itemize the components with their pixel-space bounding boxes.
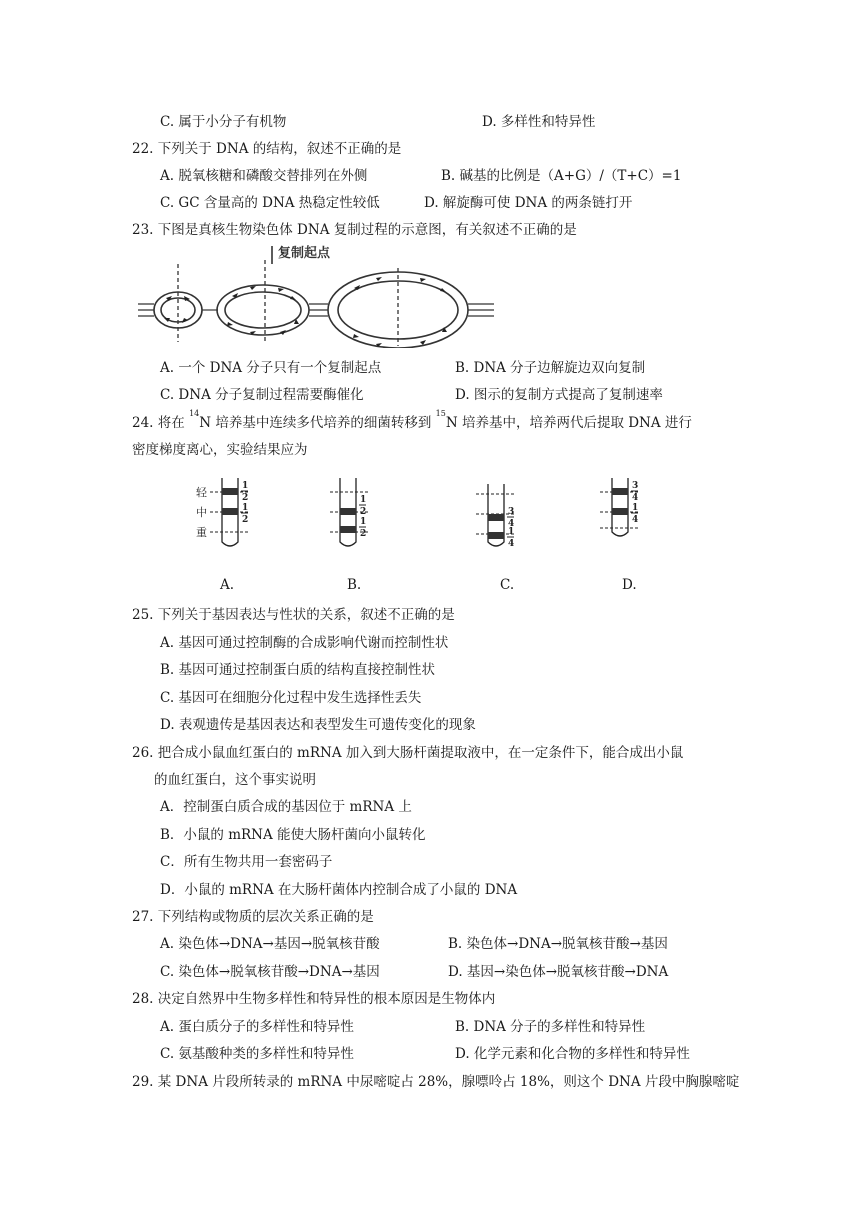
svg-text:1: 1 <box>360 495 367 505</box>
tube-b <box>330 478 368 546</box>
q25-option-d: D. 表观遗传是基因表达和表型发生可遗传变化的现象 <box>160 717 476 733</box>
q25-option-b: B. 基因可通过控制蛋白质的结构直接控制性状 <box>160 662 436 678</box>
q22-option-d: D. 解旋酶可使 DNA 的两条链打开 <box>424 195 633 211</box>
q26-option-d: D．小鼠的 mRNA 在大肠杆菌体内控制合成了小鼠的 DNA <box>160 882 518 898</box>
q21-option-c: C. 属于小分子有机物 <box>160 114 287 130</box>
q22-option-c: C. GC 含量高的 DNA 热稳定性较低 <box>160 195 380 211</box>
svg-text:1: 1 <box>242 503 249 513</box>
svg-text:1: 1 <box>360 517 367 527</box>
q23-option-b: B. DNA 分子边解旋边双向复制 <box>455 360 646 376</box>
svg-text:2: 2 <box>360 507 367 517</box>
q25-option-c: C. 基因可在细胞分化过程中发生选择性丢失 <box>160 690 422 706</box>
svg-text:1: 1 <box>242 481 249 491</box>
q25-stem: 25. 下列关于基因表达与性状的关系，叙述不正确的是 <box>132 607 455 623</box>
q26-stem: 26. 把合成小鼠血红蛋白的 mRNA 加入到大肠杆菌提取液中，在一定条件下，能合成出小鼠 <box>132 745 684 761</box>
tube-a <box>210 478 248 546</box>
q28-option-c: C. 氨基酸种类的多样性和特异性 <box>160 1046 354 1062</box>
tube-b-label: B. <box>347 577 362 593</box>
svg-text:4: 4 <box>508 519 515 529</box>
q27-option-d: D. 基因→染色体→脱氧核苷酸→DNA <box>448 964 669 980</box>
q23-option-c: C. DNA 分子复制过程需要酶催化 <box>160 387 364 403</box>
svg-text:3: 3 <box>508 507 515 517</box>
tube-a-label: A. <box>220 577 235 593</box>
q21-option-d: D. 多样性和特异性 <box>482 114 596 130</box>
light-band-label: 轻 <box>196 486 207 499</box>
svg-text:2: 2 <box>360 529 367 539</box>
q26-option-a: A．控制蛋白质合成的基因位于 mRNA 上 <box>160 799 412 815</box>
q22-stem: 22. 下列关于 DNA 的结构，叙述不正确的是 <box>132 141 402 157</box>
q24-stem: 24. 将在 $^{14}$N 培养基中连续多代培养的细菌转移到 $^{15}$N 培养基中，培养两代后提取 DNA 进行 <box>132 409 692 431</box>
q22-option-b: B. 碱基的比例是（A+G）/（T+C）=1 <box>441 168 682 184</box>
q23-option-d: D. 图示的复制方式提高了复制速率 <box>455 387 663 403</box>
q27-option-b: B. 染色体→DNA→脱氧核苷酸→基因 <box>448 936 668 952</box>
dna-replication-figure <box>132 238 512 348</box>
centrifuge-tubes-figure <box>190 472 650 552</box>
heavy-band-label: 重 <box>196 526 207 539</box>
q22-option-a: A. 脱氧核糖和磷酸交替排列在外侧 <box>160 168 368 184</box>
q26-option-c: C．所有生物共用一套密码子 <box>160 854 333 870</box>
replication-origin-label: 复制起点 <box>278 246 331 261</box>
tube-d-label: D. <box>622 577 637 593</box>
svg-text:2: 2 <box>242 493 249 503</box>
q27-option-a: A. 染色体→DNA→基因→脱氧核苷酸 <box>160 936 380 952</box>
tube-c <box>476 484 516 549</box>
svg-text:4: 4 <box>632 493 639 503</box>
svg-text:4: 4 <box>632 515 639 525</box>
q28-option-d: D. 化学元素和化合物的多样性和特异性 <box>455 1046 690 1062</box>
q26-option-b: B．小鼠的 mRNA 能使大肠杆菌向小鼠转化 <box>160 827 426 843</box>
middle-band-label: 中 <box>196 506 207 519</box>
svg-text:3: 3 <box>632 481 639 491</box>
svg-text:1: 1 <box>632 503 639 513</box>
q25-option-a: A. 基因可通过控制酶的合成影响代谢而控制性状 <box>160 635 449 651</box>
q27-option-c: C. 染色体→脱氧核苷酸→DNA→基因 <box>160 964 380 980</box>
q26-stem-line2: 的血红蛋白，这个事实说明 <box>154 772 316 788</box>
q24-stem-line2: 密度梯度离心，实验结果应为 <box>132 442 308 458</box>
q23-stem: 23. 下图是真核生物染色体 DNA 复制过程的示意图，有关叙述不正确的是 <box>132 222 577 238</box>
q29-stem: 29. 某 DNA 片段所转录的 mRNA 中尿嘧啶占 28%，腺嘌呤占 18%，则这个 DNA 片段中胸腺嘧啶 <box>132 1074 740 1090</box>
tube-d <box>600 478 640 536</box>
q28-option-a: A. 蛋白质分子的多样性和特异性 <box>160 1019 354 1035</box>
q27-stem: 27. 下列结构或物质的层次关系正确的是 <box>132 909 374 925</box>
q28-stem: 28. 决定自然界中生物多样性和特异性的根本原因是生物体内 <box>132 991 496 1007</box>
svg-text:4: 4 <box>508 539 515 549</box>
tube-c-label: C. <box>500 577 515 593</box>
svg-text:1: 1 <box>508 527 515 537</box>
q28-option-b: B. DNA 分子的多样性和特异性 <box>455 1019 646 1035</box>
svg-text:2: 2 <box>242 515 249 525</box>
q23-option-a: A. 一个 DNA 分子只有一个复制起点 <box>160 360 382 376</box>
